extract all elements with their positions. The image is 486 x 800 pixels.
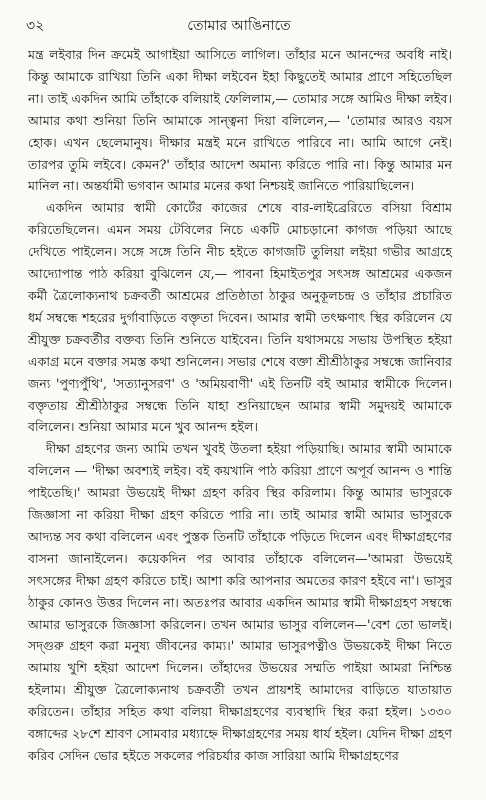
page-number: ৩২ bbox=[26, 18, 45, 34]
paragraph-2: একদিন আমার স্বামী কোর্টের কাজের শেষে বার-লাইব্রেরিতে বসিয়া বিশ্রাম করিতেছিলেন। এমন সময় টেবিলের নিচে একটি মোচড়ানো কাগজ পড়িয়া আছে দেখিতে পাইলেন। সঙ্গে সঙ্গে তিনি নীচ হইতে কাগজটি তুলিয়া লইয়া গভীর আগ্রহে আদ্যোপান্ত পাঠ করিয়া বুঝিলেন যে,— পাবনা হিমাইতপুর সৎসঙ্গ আশ্রমের একজন কর্মী ত্রৈলোক্যনাথ চক্রবর্তী আশ্রমের প্রতিষ্ঠাতা ঠাকুর অনুকূলচন্দ্র ও তাঁহার প্রচারিত ধর্ম সম্বন্ধে শহরের দুর্গাবাড়িতে বক্তৃতা দিবেন। আমার স্বামী তৎক্ষণাৎ স্থির করিলেন যে শ্রীযুক্ত চক্রবর্তীর বক্তব্য তিনি শুনিতে যাইবেন। তিনি যথাসময়ে সভায় উপস্থিত হইয়া একাগ্র মনে বক্তার সমস্ত কথা শুনিলেন। সভার শেষে বক্তা শ্রীশ্রীঠাকুর সম্বন্ধে জানিবার জন্য 'পুণ্যপুঁথি', 'সত্যানুসরণ' ও 'অমিয়বাণী' এই তিনটি বই আমার স্বামীকে দিলেন। বক্তৃতায় শ্রীশ্রীঠাকুর সম্বন্ধে তিনি যাহা শুনিয়াছেন আমার স্বামী সমুদয়ই আমাকে বলিলেন। শুনিয়া আমার মনে খুব আনন্দ হইল। bbox=[28, 200, 452, 435]
paragraph-1: মন্ত্র লইবার দিন ক্রমেই আগাইয়া আসিতে লাগিল। তাঁহার মনে আনন্দের অবধি নাই। কিন্তু আমাকে রাখিয়া তিনি একা দীক্ষা লইবেন ইহা কিছুতেই আমার প্রাণে সহিতেছিল না। তাই একদিন আমি তাঁহাকে বলিয়াই ফেলিলাম,— তোমার সঙ্গে আমিও দীক্ষা লইব। আমার কথা শুনিয়া তিনি আমাকে সান্ত্বনা দিয়া বলিলেন,— 'তোমার আরও বয়স হোক। এখন ছেলেমানুষ। দীক্ষার মন্ত্রই মনে রাখিতে পারিবে না। আমি আগে নেই। তারপর তুমি লইবে। কেমন?' তাঁহার আদেশ অমান্য করিতে পারি না। কিন্তু আমার মন মানিল না। অন্তর্যামী ভগবান আমার মনের কথা নিশ্চয়ই জানিতে পারিয়াছিলেন। bbox=[28, 47, 452, 194]
body-text bbox=[28, 44, 452, 767]
paragraph-3: দীক্ষা গ্রহণের জন্য আমি তখন খুবই উতলা হইয়া পড়িয়াছি। আমার স্বামী আমাকে বলিলেন — 'দীক্ষা অবশ্যই লইব। বই কয়খানি পাঠ করিয়া প্রাণে অপূর্ব আনন্দ ও শান্তি পাইতেছি।' আমরা উভয়েই দীক্ষা গ্রহণ করিব স্থির করিলাম। কিন্তু আমার ভাসুরকে জিজ্ঞাসা না করিয়া দীক্ষা গ্রহণ করিতে পারি না। তাই আমার স্বামী আমার ভাসুরকে আদ্যন্ত সব কথা বলিলেন এবং পুস্তক তিনটি তাঁহাকে পড়িতে দিলেন এবং দীক্ষাগ্রহণের বাসনা জানাইলেন। কয়েকদিন পর আবার তাঁহাকে বলিলেন—'আমরা উভয়েই সৎসঙ্গের দীক্ষা গ্রহণ করিতে চাই। আশা করি আপনার অমতের কারণ হইবে না'। ভাসুর ঠাকুর কোনও উত্তর দিলেন না। অতঃপর আবার একদিন আমার স্বামী দীক্ষাগ্রহণ সম্বন্ধে আমার ভাসুরকে জিজ্ঞাসা করিলেন। তখন আমার ভাসুর বলিলেন—'বেশ তো ভালই। সদ্গুরু গ্রহণ করা মনুষ্য জীবনের কাম্য।' আমার ভাসুরপত্নীও উভয়কেই দীক্ষা নিতে আমায় খুশি হইয়া আদেশ দিলেন। তাঁহাদের উভয়ের সম্মতি পাইয়া আমরা নিশ্চিন্ত হইলাম। শ্রীযুক্ত ত্রৈলোক্যনাথ চক্রবর্তী তখন প্রায়শই আমাদের বাড়িতে যাতায়াত করিতেন। তাঁহার সহিত কথা বলিয়া দীক্ষাগ্রহণের ব্যবস্থাদি স্থির করা হইল। ১৩৩০ বঙ্গাব্দের ২৮শে শ্রাবণ সোমবার মধ্যাহ্নে দীক্ষাগ্রহণের সময় ধার্য হইল। যেদিন দীক্ষা গ্রহণ করিব সেদিন ভোর হইতে সকলের পরিচর্যার কাজ সারিয়া আমি দীক্ষাগ্রহণের bbox=[28, 441, 452, 763]
page-header bbox=[26, 14, 452, 36]
running-title: তোমার আঙিনাতে bbox=[187, 18, 291, 34]
